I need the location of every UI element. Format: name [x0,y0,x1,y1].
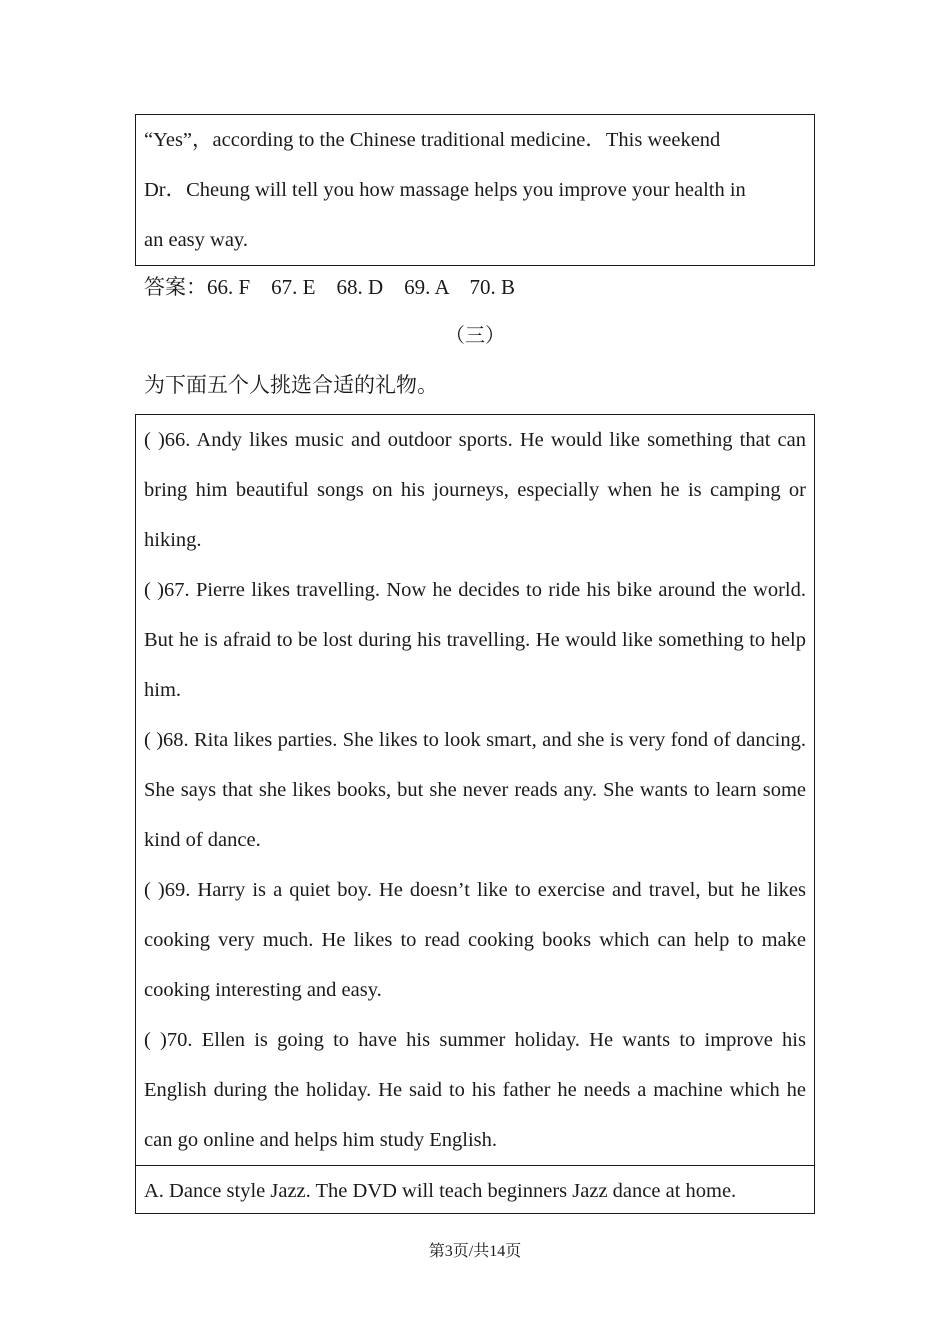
instruction-text: 为下面五个人挑选合适的礼物。 [144,373,438,397]
question-table [135,414,815,1214]
passage-line: an easy way. [144,229,248,251]
answer-key: 答案：66. F 67. E 68. D 69. A 70. B [144,275,516,299]
option-a: A. Dance style Jazz. The DVD will teach beginners Jazz dance at home. [144,1180,737,1202]
passage-line: “Yes”，according to the Chinese traditional medicine．This weekend [144,129,721,151]
options-cell [136,1166,814,1216]
question-68: ( )68. Rita likes parties. She likes to look smart, and she is very fond of dancing. She says that she likes books, but she never reads any. She wants to learn some kind of dance. [144,729,806,851]
question-70: ( )70. Ellen is going to have his summer holiday. He wants to improve his English during the holiday. He said to his father he needs a machine which he can go online and helps him study English. [144,1029,806,1151]
question-69: ( )69. Harry is a quiet boy. He doesn’t like to exercise and travel, but he likes cooking very much. He likes to read cooking books which can help to make cooking interesting and easy. [144,879,806,1001]
question-67: ( )67. Pierre likes travelling. Now he decides to ride his bike around the world. But he is afraid to be lost during his travelling. He would like something to help him. [144,579,806,701]
passage-line: Dr．Cheung will tell you how massage helps you improve your health in [144,179,746,201]
section-label: （三） [445,325,505,347]
questions-cell [136,415,814,1166]
passage-box [135,114,815,266]
page-number: 第3页/共14页 [428,1243,522,1260]
question-66: ( )66. Andy likes music and outdoor sports. He would like something that can bring him beautiful songs on his journeys, especially when he is camping or hiking. [144,429,806,551]
